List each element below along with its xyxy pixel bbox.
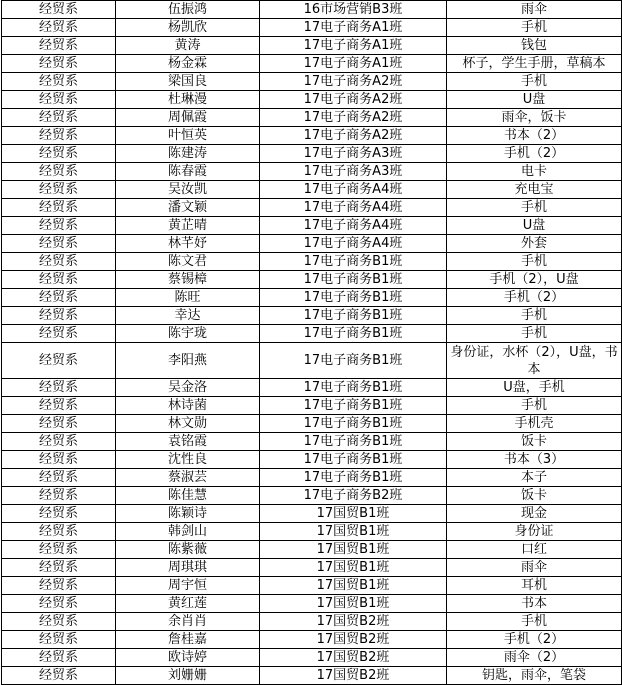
item-cell[interactable]: 手机（2） [447, 631, 622, 649]
item-cell[interactable]: 手机壳 [447, 415, 622, 433]
department-cell[interactable]: 经贸系 [2, 541, 116, 559]
name-cell[interactable]: 蔡锡樟 [116, 271, 260, 289]
class-cell[interactable]: 17电子商务A1班 [260, 37, 447, 55]
name-cell[interactable]: 陈春霞 [116, 163, 260, 181]
table-row [2, 253, 622, 271]
department-cell[interactable]: 经贸系 [2, 127, 116, 145]
name-cell[interactable]: 詹桂嘉 [116, 631, 260, 649]
department-cell[interactable]: 经贸系 [2, 181, 116, 199]
name-cell[interactable]: 林诗菌 [116, 397, 260, 415]
name-cell[interactable]: 欧诗婷 [116, 649, 260, 667]
department-cell[interactable]: 经贸系 [2, 559, 116, 577]
item-cell[interactable]: 手机（2） [447, 289, 622, 307]
department-cell[interactable]: 经贸系 [2, 451, 116, 469]
department-cell[interactable]: 经贸系 [2, 1, 116, 19]
item-cell[interactable]: 饭卡 [447, 433, 622, 451]
class-cell[interactable]: 17电子商务B1班 [260, 289, 447, 307]
department-cell[interactable]: 经贸系 [2, 55, 116, 73]
class-cell[interactable]: 17国贸B1班 [260, 559, 447, 577]
item-cell[interactable]: 雨伞 [447, 1, 622, 19]
item-cell[interactable]: 钱包 [447, 37, 622, 55]
item-cell[interactable]: 书本（3） [447, 451, 622, 469]
class-cell[interactable]: 17电子商务A2班 [260, 91, 447, 109]
table-row [2, 541, 622, 559]
class-cell[interactable]: 17国贸B1班 [260, 595, 447, 613]
class-cell[interactable]: 17电子商务A4班 [260, 199, 447, 217]
lost-items-table [1, 0, 622, 685]
department-cell[interactable]: 经贸系 [2, 109, 116, 127]
name-cell[interactable]: 幸达 [116, 307, 260, 325]
table-row [2, 181, 622, 199]
item-cell[interactable]: 外套 [447, 235, 622, 253]
item-cell[interactable]: 手机 [447, 199, 622, 217]
class-cell[interactable]: 17电子商务B1班 [260, 469, 447, 487]
name-cell[interactable]: 李阳燕 [116, 343, 260, 379]
item-cell[interactable]: 充电宝 [447, 181, 622, 199]
department-cell[interactable]: 经贸系 [2, 577, 116, 595]
table-row [2, 577, 622, 595]
item-cell[interactable]: 手机 [447, 73, 622, 91]
table-row [2, 469, 622, 487]
name-cell[interactable]: 林文勋 [116, 415, 260, 433]
item-cell[interactable]: U盘 [447, 217, 622, 235]
class-cell[interactable]: 17电子商务B2班 [260, 487, 447, 505]
class-cell[interactable]: 17电子商务B1班 [260, 415, 447, 433]
name-cell[interactable]: 吴金洛 [116, 379, 260, 397]
department-cell[interactable]: 经贸系 [2, 631, 116, 649]
table-row [2, 487, 622, 505]
table-row [2, 433, 622, 451]
table-row [2, 343, 622, 379]
table-row [2, 649, 622, 667]
item-cell[interactable]: 口红 [447, 541, 622, 559]
item-cell[interactable]: 身份证 [447, 523, 622, 541]
department-cell[interactable]: 经贸系 [2, 91, 116, 109]
table-row [2, 271, 622, 289]
class-cell[interactable]: 17电子商务B1班 [260, 451, 447, 469]
class-cell[interactable]: 17电子商务B1班 [260, 433, 447, 451]
item-cell[interactable]: 雨伞，饭卡 [447, 109, 622, 127]
department-cell[interactable]: 经贸系 [2, 145, 116, 163]
name-cell[interactable]: 陈紫薇 [116, 541, 260, 559]
class-cell[interactable]: 17国贸B1班 [260, 523, 447, 541]
department-cell[interactable]: 经贸系 [2, 19, 116, 37]
name-cell[interactable]: 陈宇珑 [116, 325, 260, 343]
class-cell[interactable]: 17国贸B1班 [260, 541, 447, 559]
table-row [2, 73, 622, 91]
class-cell[interactable]: 17电子商务A3班 [260, 163, 447, 181]
item-cell[interactable]: 本子 [447, 469, 622, 487]
class-cell[interactable]: 17电子商务B1班 [260, 397, 447, 415]
department-cell[interactable]: 经贸系 [2, 253, 116, 271]
department-cell[interactable]: 经贸系 [2, 433, 116, 451]
department-cell[interactable]: 经贸系 [2, 469, 116, 487]
name-cell[interactable]: 杨凯欣 [116, 19, 260, 37]
department-cell[interactable]: 经贸系 [2, 289, 116, 307]
class-cell[interactable]: 16市场营销B3班 [260, 1, 447, 19]
item-cell[interactable]: 手机 [447, 307, 622, 325]
table-row [2, 163, 622, 181]
item-cell[interactable]: U盘 [447, 91, 622, 109]
table-row [2, 415, 622, 433]
item-cell[interactable]: 现金 [447, 505, 622, 523]
item-cell[interactable]: 杯子，学生手册，草稿本 [447, 55, 622, 73]
item-cell[interactable]: 手机 [447, 253, 622, 271]
department-cell[interactable]: 经贸系 [2, 523, 116, 541]
item-cell[interactable]: U盘，手机 [447, 379, 622, 397]
department-cell[interactable]: 经贸系 [2, 325, 116, 343]
name-cell[interactable]: 韩剑山 [116, 523, 260, 541]
department-cell[interactable]: 经贸系 [2, 163, 116, 181]
table-row [2, 1, 622, 19]
name-cell[interactable]: 伍振鸿 [116, 1, 260, 19]
department-cell[interactable]: 经贸系 [2, 505, 116, 523]
name-cell[interactable]: 叶恒英 [116, 127, 260, 145]
table-row [2, 109, 622, 127]
table-row [2, 613, 622, 631]
item-cell[interactable]: 手机 [447, 613, 622, 631]
class-cell[interactable]: 17电子商务A2班 [260, 127, 447, 145]
name-cell[interactable]: 余肖肖 [116, 613, 260, 631]
table-row [2, 37, 622, 55]
department-cell[interactable]: 经贸系 [2, 343, 116, 379]
name-cell[interactable]: 陈旺 [116, 289, 260, 307]
table-row [2, 19, 622, 37]
item-cell[interactable]: 手机 [447, 19, 622, 37]
class-cell[interactable]: 17电子商务A2班 [260, 109, 447, 127]
table-row [2, 127, 622, 145]
table-row [2, 217, 622, 235]
table-row [2, 379, 622, 397]
table-row [2, 325, 622, 343]
department-cell[interactable]: 经贸系 [2, 487, 116, 505]
name-cell[interactable]: 梁国良 [116, 73, 260, 91]
item-cell[interactable]: 书本 [447, 595, 622, 613]
table-row [2, 145, 622, 163]
class-cell[interactable]: 17国贸B1班 [260, 577, 447, 595]
department-cell[interactable]: 经贸系 [2, 235, 116, 253]
item-cell[interactable]: 手机 [447, 397, 622, 415]
name-cell[interactable]: 陈颖诗 [116, 505, 260, 523]
class-cell[interactable]: 17国贸B2班 [260, 667, 447, 685]
name-cell[interactable]: 周宇恒 [116, 577, 260, 595]
table-row [2, 289, 622, 307]
name-cell[interactable]: 黄红莲 [116, 595, 260, 613]
class-cell[interactable]: 17国贸B2班 [260, 631, 447, 649]
department-cell[interactable]: 经贸系 [2, 649, 116, 667]
table-row [2, 667, 622, 685]
item-cell[interactable]: 手机（2） [447, 145, 622, 163]
class-cell[interactable]: 17电子商务B1班 [260, 307, 447, 325]
name-cell[interactable]: 陈建涛 [116, 145, 260, 163]
item-cell[interactable]: 电卡 [447, 163, 622, 181]
class-cell[interactable]: 17电子商务A1班 [260, 19, 447, 37]
item-cell[interactable]: 饭卡 [447, 487, 622, 505]
department-cell[interactable]: 经贸系 [2, 667, 116, 685]
class-cell[interactable]: 17国贸B1班 [260, 505, 447, 523]
name-cell[interactable]: 蔡淑芸 [116, 469, 260, 487]
name-cell[interactable]: 林芊妤 [116, 235, 260, 253]
table-row [2, 55, 622, 73]
department-cell[interactable]: 经贸系 [2, 415, 116, 433]
item-cell[interactable]: 雨伞 [447, 559, 622, 577]
department-cell[interactable]: 经贸系 [2, 271, 116, 289]
item-cell[interactable]: 身份证，水杯（2），U盘，书本 [447, 343, 622, 379]
table-row [2, 523, 622, 541]
department-cell[interactable]: 经贸系 [2, 613, 116, 631]
table-row [2, 307, 622, 325]
class-cell[interactable]: 17电子商务A3班 [260, 145, 447, 163]
item-cell[interactable]: 钥匙，雨伞，笔袋 [447, 667, 622, 685]
class-cell[interactable]: 17电子商务A2班 [260, 73, 447, 91]
table-body [2, 1, 622, 685]
class-cell[interactable]: 17国贸B2班 [260, 649, 447, 667]
name-cell[interactable]: 刘姗姗 [116, 667, 260, 685]
department-cell[interactable]: 经贸系 [2, 199, 116, 217]
class-cell[interactable]: 17电子商务A4班 [260, 217, 447, 235]
name-cell[interactable]: 袁铭霞 [116, 433, 260, 451]
table-row [2, 451, 622, 469]
name-cell[interactable]: 周琪琪 [116, 559, 260, 577]
name-cell[interactable]: 周佩霞 [116, 109, 260, 127]
table-row [2, 397, 622, 415]
department-cell[interactable]: 经贸系 [2, 217, 116, 235]
class-cell[interactable]: 17电子商务A1班 [260, 55, 447, 73]
table-row [2, 595, 622, 613]
table-row [2, 91, 622, 109]
name-cell[interactable]: 杜琳漫 [116, 91, 260, 109]
table-row [2, 559, 622, 577]
department-cell[interactable]: 经贸系 [2, 73, 116, 91]
item-cell[interactable]: 耳机 [447, 577, 622, 595]
item-cell[interactable]: 手机 [447, 325, 622, 343]
item-cell[interactable]: 手机（2），U盘 [447, 271, 622, 289]
table-row [2, 199, 622, 217]
department-cell[interactable]: 经贸系 [2, 595, 116, 613]
class-cell[interactable]: 17电子商务B1班 [260, 253, 447, 271]
class-cell[interactable]: 17电子商务A4班 [260, 235, 447, 253]
name-cell[interactable]: 陈佳慧 [116, 487, 260, 505]
item-cell[interactable]: 雨伞（2） [447, 649, 622, 667]
department-cell[interactable]: 经贸系 [2, 397, 116, 415]
class-cell[interactable]: 17电子商务B1班 [260, 271, 447, 289]
name-cell[interactable]: 黄涛 [116, 37, 260, 55]
class-cell[interactable]: 17电子商务B1班 [260, 343, 447, 379]
table-row [2, 631, 622, 649]
name-cell[interactable]: 潘文颖 [116, 199, 260, 217]
name-cell[interactable]: 陈文君 [116, 253, 260, 271]
table-row [2, 505, 622, 523]
name-cell[interactable]: 沈性良 [116, 451, 260, 469]
class-cell[interactable]: 17电子商务A4班 [260, 181, 447, 199]
department-cell[interactable]: 经贸系 [2, 379, 116, 397]
class-cell[interactable]: 17电子商务B1班 [260, 379, 447, 397]
class-cell[interactable]: 17国贸B2班 [260, 613, 447, 631]
name-cell[interactable]: 吴汝凯 [116, 181, 260, 199]
name-cell[interactable]: 杨金霖 [116, 55, 260, 73]
department-cell[interactable]: 经贸系 [2, 307, 116, 325]
class-cell[interactable]: 17电子商务B1班 [260, 325, 447, 343]
department-cell[interactable]: 经贸系 [2, 37, 116, 55]
table-row [2, 235, 622, 253]
item-cell[interactable]: 书本（2） [447, 127, 622, 145]
name-cell[interactable]: 黄芷晴 [116, 217, 260, 235]
